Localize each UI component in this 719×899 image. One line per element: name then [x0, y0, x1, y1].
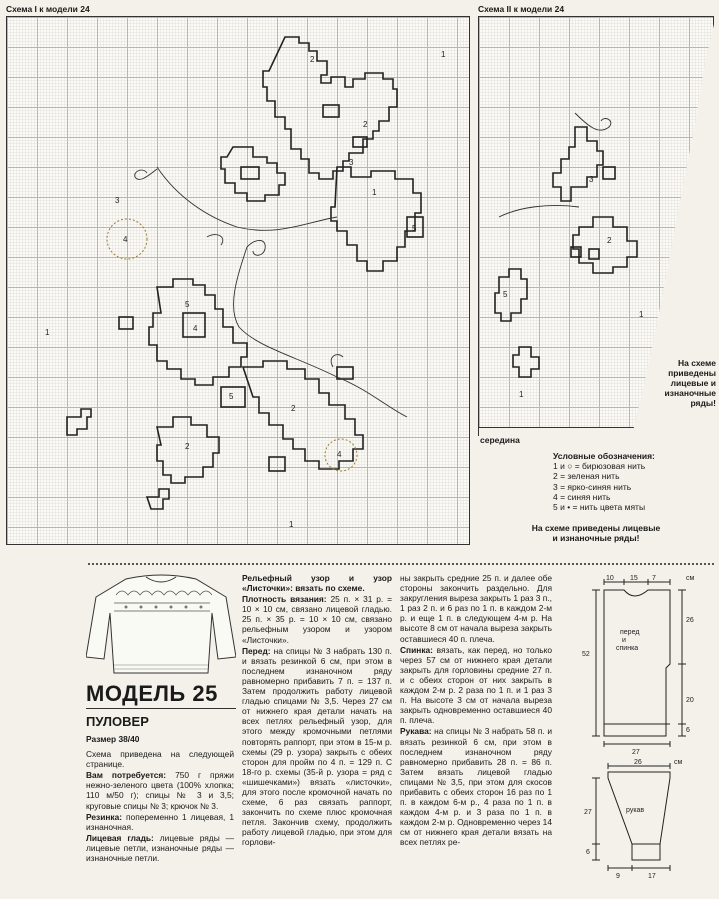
dim-label: 10 [606, 575, 614, 582]
scheme-1-title: Схема I к модели 24 [6, 4, 90, 14]
section-divider [88, 563, 714, 565]
piece-name: рукав [626, 807, 645, 814]
chart-number: 2 [291, 404, 296, 413]
rib-label: Резинка: [86, 811, 123, 822]
chart-number: 5 [185, 300, 190, 309]
piece-name: спинка [616, 645, 639, 652]
rib-text: попеременно 1 лицевая, 1 изнаночная. [86, 811, 234, 832]
dim-label: 27 [584, 809, 592, 816]
dim-label: 26 [686, 617, 694, 624]
sleeve-text: на спицы № 3 набрать 58 п. и вязать резинкой 6 см, при этом в последнем изнаночном ряду равномерно прибавить 28 п. = 86 п. Затем вязать лицевой гладью спицами № 3,5, при этом для скосов прибавить с обеих сторон 16 раз по 1 п. в каждом 6-м р., 4 раза по 1 п. в каждом 4-м р. и 3 раза по 1 п. в каждом 2-м р. Одновременно через 14 см от нижнего края детали вязать на всех петлях ре- [400, 726, 552, 848]
dim-label: 6 [686, 727, 690, 734]
text-column-1 [86, 734, 234, 864]
note-line: На схеме [678, 358, 716, 368]
legend-item: 4 = синяя нить [553, 491, 611, 502]
note-line: лицевые и [670, 378, 716, 388]
materials-label: Вам потребуется: [86, 770, 167, 781]
butterfly-chart-1 [7, 17, 469, 544]
pattern-text: Рельефный узор и узор «Листочки»: вязать по схеме. [242, 573, 392, 594]
dim-label: 27 [632, 749, 640, 756]
front-label: Перед: [242, 645, 271, 656]
size-line: Размер 38/40 [86, 734, 140, 744]
back-text: вязать, как перед, но только через 57 см от нижнего края детали закрыть для горловины средние 27 п. и с обеих сторон от них закрыть в каждом 2-м р. 2 раза по 1 п. и 1 раз 3 п. На высоте 3 см от начала выреза закрыть одновременно оставшиеся 40 п. плеча. [400, 644, 552, 726]
dim-label: 52 [582, 651, 590, 658]
scheme-2-note [636, 358, 716, 408]
gauge-label: Плотность вязания: [242, 594, 327, 605]
front-text: на спицы № 3 набрать 130 п. и вязать резинкой 6 см, при этом в последнем изнаночном ряду равномерно прибавить 7 п. = 137 п. Затем продолжить работу лицевой гладью спицами № 3,5. Через 27 см от нижнего края детали начать на всех петлях рельефный узор, для этого между кромочными петлями повторять раппорт, при этом в 15-м р. схемы (29 р. узора) закрыть с обеих сторон для пройм по 4 п. = 129 п. С 18-го р. схемы (35-й р. узора = ряд с «шишечками») вязать «листочки», для этого после кромочной начать по схеме, 6 раз связать раппорт, закончить по схеме плюс кромочная петля. Закончив схему, продолжить работу лицевой гладью, при этом для горлови- [242, 645, 392, 848]
chart-number: 1 [289, 520, 294, 529]
dim-unit: см [686, 575, 695, 582]
scheme-1-grid [6, 16, 470, 545]
chart-number: 5 [503, 290, 508, 299]
rib-paragraph [86, 812, 234, 832]
chart-number: 2 [310, 55, 315, 64]
chart-number: 3 [115, 196, 120, 205]
back-paragraph [400, 645, 552, 726]
dim-label: 26 [634, 759, 642, 766]
sweater-illustration [86, 573, 236, 677]
chart-number: 1 [441, 50, 446, 59]
sleeve-paragraph [400, 726, 552, 847]
chart-number: 4 [123, 235, 128, 244]
dim-label: 6 [586, 849, 590, 856]
piece-name: перед [620, 629, 640, 636]
chart-number: 5 [229, 392, 234, 401]
note-line: изнаночные [664, 388, 716, 398]
title-rule [86, 708, 236, 709]
stockinette-paragraph [86, 833, 234, 863]
pattern-paragraph [242, 573, 392, 593]
legend-item: 1 и ○ = бирюзовая нить [553, 461, 646, 472]
materials-paragraph [86, 770, 234, 810]
intro-paragraph: Схема приведена на следующей странице. [86, 749, 234, 770]
dim-label: 7 [652, 575, 656, 582]
model-subtitle: ПУЛОВЕР [86, 714, 149, 729]
chart-number: 1 [45, 328, 50, 337]
scheme-2-title: Схема II к модели 24 [478, 4, 565, 14]
legend [553, 451, 715, 512]
dim-unit: см [674, 759, 683, 766]
center-label: середина [480, 435, 520, 445]
legend-item: 3 = ярко-синяя нить [553, 481, 632, 492]
stockinette-label: Лицевая гладь: [86, 832, 154, 843]
gauge-text: 25 п. × 31 р. = 10 × 10 см, связано лицевой гладью. 25 п. × 35 р. = 10 × 10 см, связано рельефным узором и узором «Листочки». [242, 594, 392, 645]
chart-number: 2 [607, 236, 612, 245]
note-line: ряды! [690, 398, 716, 408]
piece-name: и [622, 637, 626, 644]
dim-label: 17 [648, 873, 656, 880]
note-line: На схеме приведены лицевые [531, 523, 661, 533]
legend-heading: Условные обозначения: [553, 451, 655, 461]
model-title: МОДЕЛЬ 25 [86, 681, 218, 706]
note-line: и изнаночные ряды! [552, 533, 640, 543]
chart-number: 4 [337, 450, 342, 459]
note-line: приведены [668, 368, 716, 378]
chart-number: 5 [412, 224, 417, 233]
text-column-2 [242, 573, 392, 849]
neckline-paragraph: ны закрыть средние 25 п. и далее обе стороны закончить раздельно. Для закругления выреза закрыть 1 раз 3 п., 1 раз 2 п. и 6 раз по 1 п. в каждом 2-м р. и еще 1 п. в следующем 4-м р. На высоте 8 см от начала выреза закрыть оставшиеся 40 п. плеча. [400, 573, 552, 644]
front-paragraph [242, 646, 392, 848]
dim-label: 15 [630, 575, 638, 582]
pattern-diagrams [582, 572, 714, 892]
legend-item: 2 = зеленая нить [553, 471, 620, 482]
sleeve-label: Рукава: [400, 726, 432, 737]
text-column-3 [400, 573, 552, 849]
materials-text: 750 г пряжи нежно-зеленого цвета (100% хлопка; 110 м/50 г); спицы № 3 и 3,5; круговые спицы № 3; крючок № 3. [86, 770, 234, 811]
chart-number: 1 [372, 188, 377, 197]
chart-number: 3 [589, 175, 594, 184]
legend-item: 5 и • = нить цвета мяты [553, 502, 646, 513]
dim-label: 20 [686, 697, 694, 704]
chart-number: 1 [519, 390, 524, 399]
bottom-note [478, 523, 714, 543]
chart-number: 2 [363, 120, 368, 129]
chart-number: 4 [193, 324, 198, 333]
gauge-paragraph [242, 594, 392, 644]
chart-number: 2 [185, 442, 190, 451]
chart-number: 3 [349, 158, 354, 167]
back-label: Спинка: [400, 644, 433, 655]
stockinette-text: лицевые ряды — лицевые петли, изнаночные ряды — изнаночные петли. [86, 832, 234, 864]
chart-number: 1 [639, 310, 644, 319]
dim-label: 9 [616, 873, 620, 880]
